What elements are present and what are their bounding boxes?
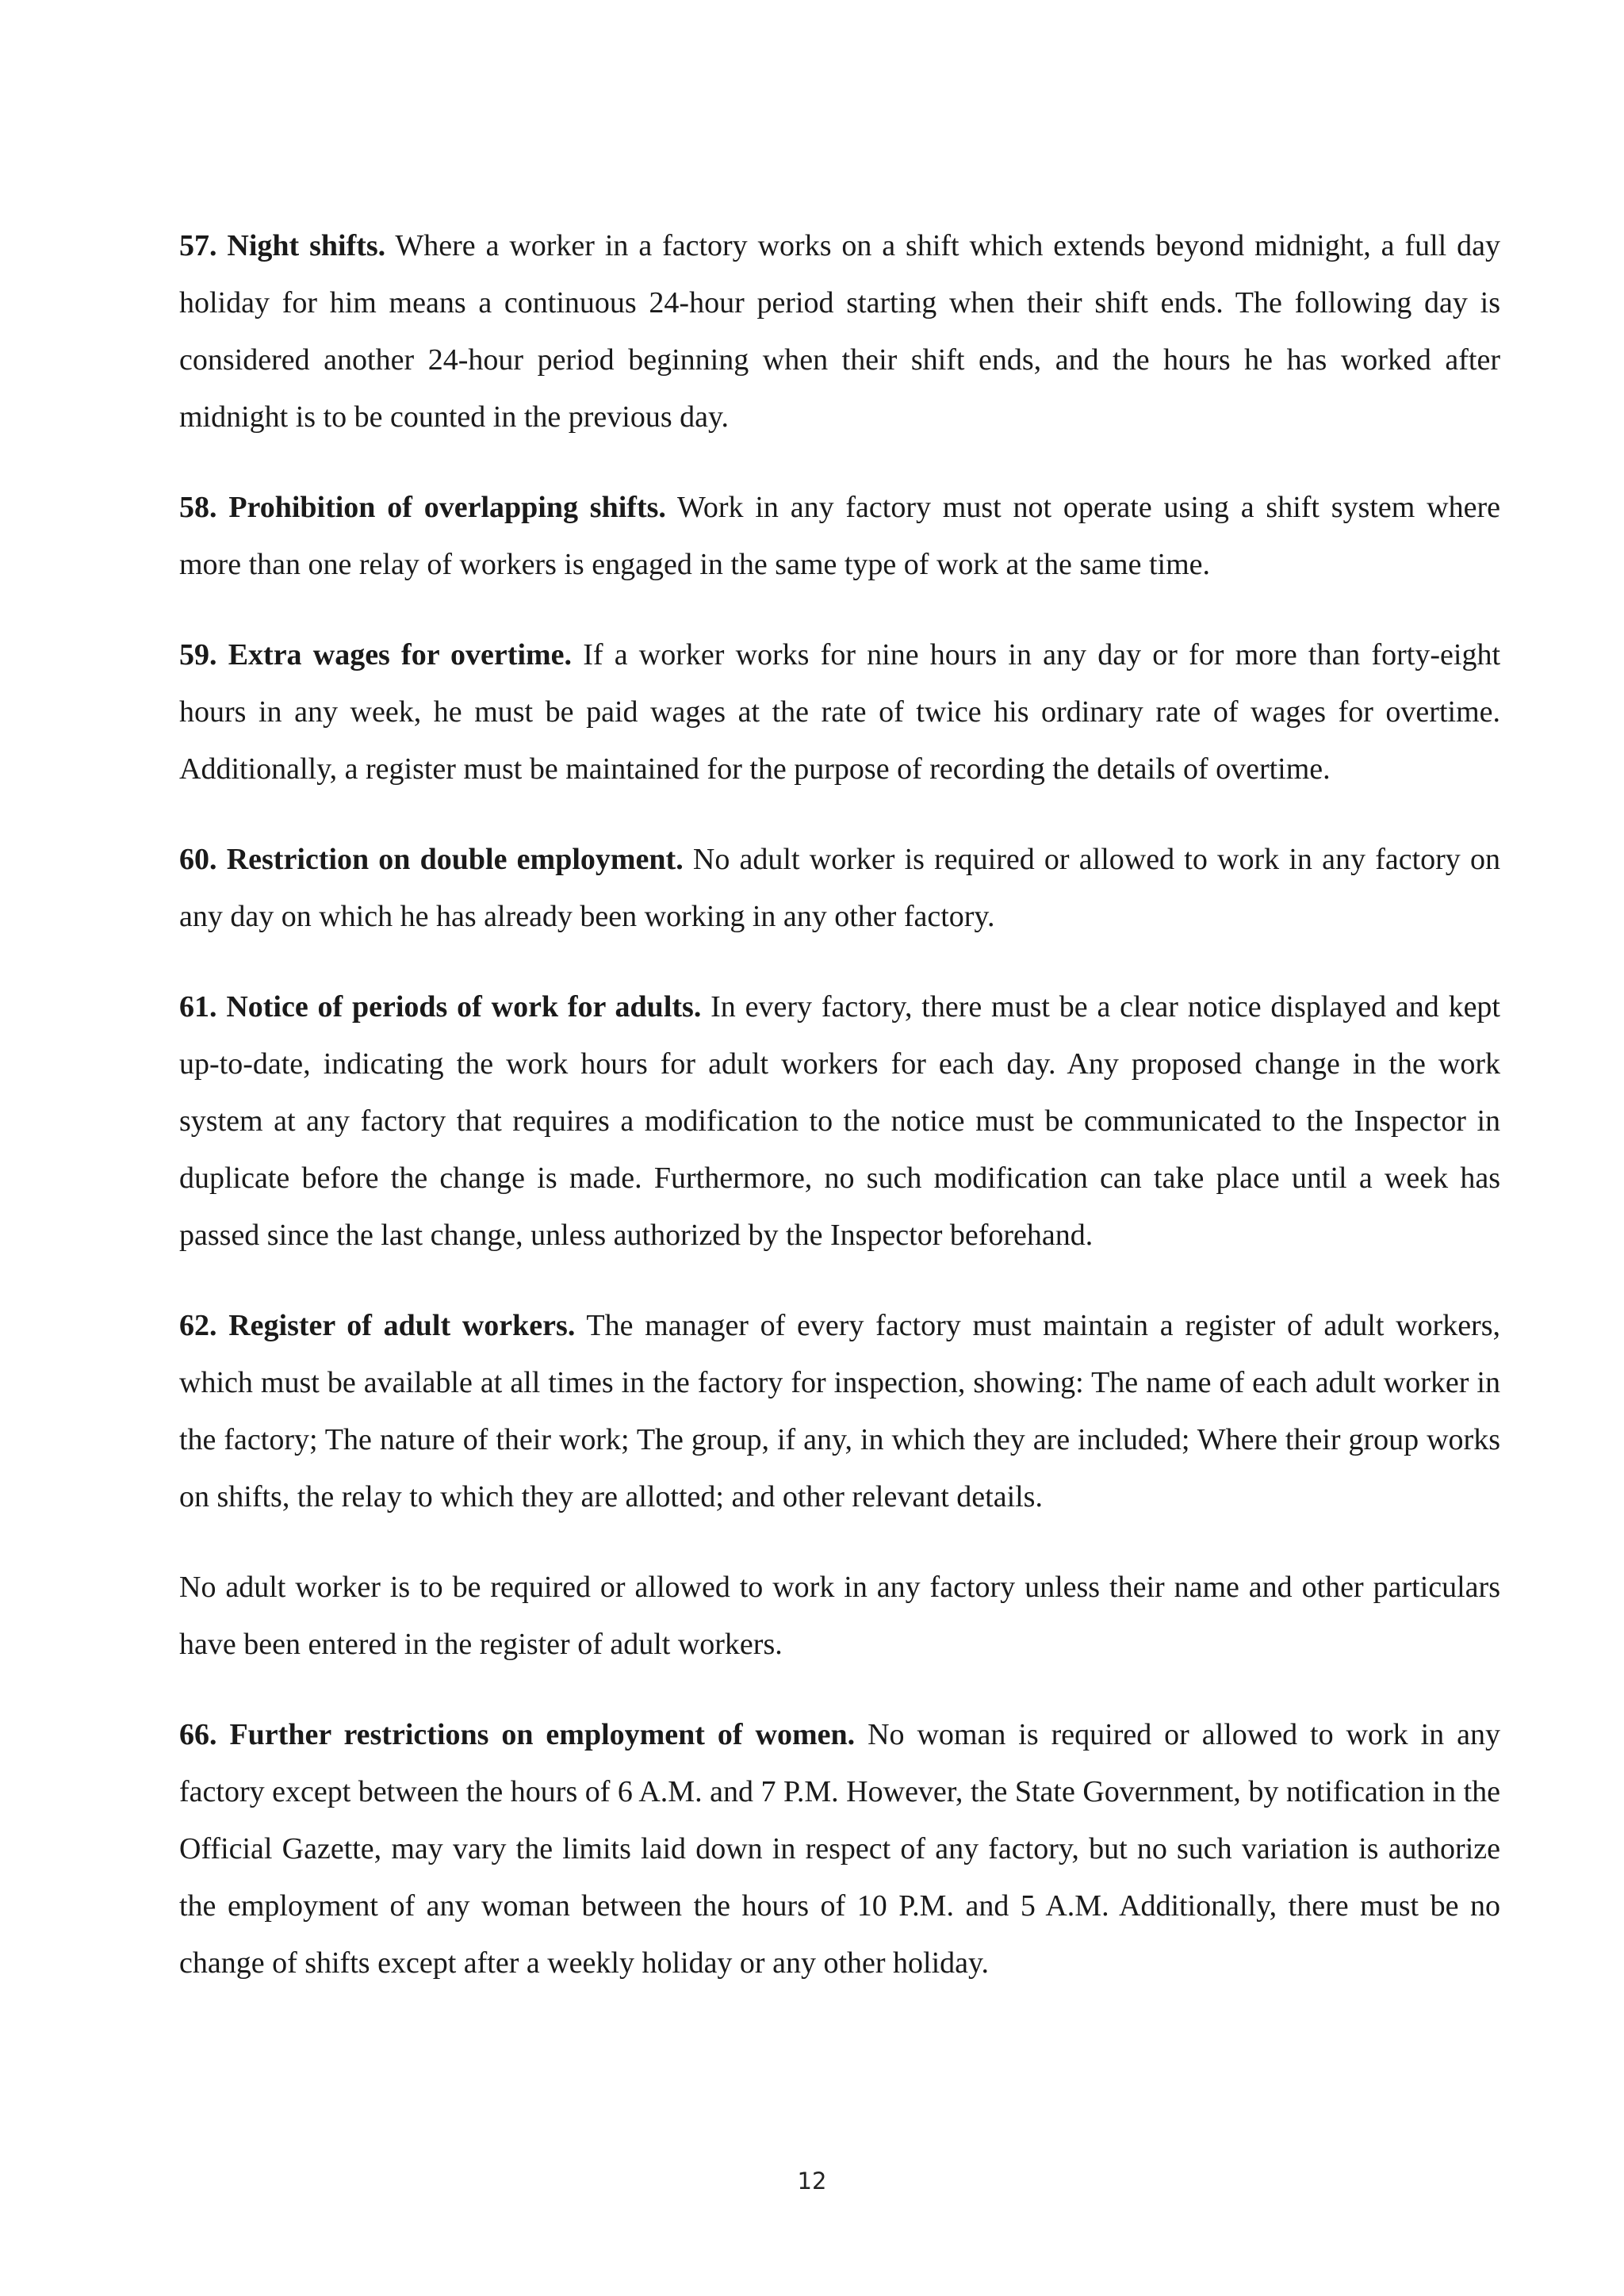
- section-heading: 66. Further restrictions on employment of women.: [179, 1718, 856, 1751]
- section-body: If a worker works for nine hours in any day or for more than forty-eight hours in any week, he must be paid wages at the rate of twice his ordinary rate of wages for overtime. Additionally, a register must be maintained for the purpose of recording the details of overtime.: [179, 638, 1501, 786]
- section-heading: 61. Notice of periods of work for adults.: [179, 990, 702, 1024]
- section-62: [179, 1297, 1500, 1525]
- section-58: [179, 479, 1500, 593]
- section-body: No woman is required or allowed to work in any factory except between the hours of 6 A.M. and 7 P.M. However, the State Government, by notification in the Official Gazette, may vary the limits laid down in respect of any factory, but no such variation is authorize the employment of any woman between the hours of 10 P.M. and 5 A.M. Additionally, there must be no change of shifts except after a weekly holiday or any other holiday.: [179, 1718, 1500, 1980]
- section-body: Where a worker in a factory works on a shift which extends beyond midnight, a full day holiday for him means a continuous 24-hour period starting when their shift ends. The following day is considered another 24-hour period beginning when their shift ends, and the hours he has worked after midnight is to be counted in the previous day.: [179, 229, 1500, 434]
- section-heading: 57. Night shifts.: [179, 229, 386, 262]
- section-body: In every factory, there must be a clear notice displayed and kept up-to-date, indicating the work hours for adult workers for each day. Any proposed change in the work system at any factory that requires a modification to the notice must be communicated to the Inspector in duplicate before the change is made. Furthermore, no such modification can take place until a week has passed since the last change, unless authorized by the Inspector beforehand.: [179, 990, 1500, 1252]
- section-66: [179, 1706, 1500, 1992]
- section-59: [179, 626, 1500, 798]
- section-heading: 58. Prohibition of overlapping shifts.: [179, 491, 666, 524]
- section-body: Work in any factory must not operate using a shift system where more than one relay of workers is engaged in the same type of work at the same time.: [179, 491, 1500, 581]
- document-page: [179, 217, 1500, 2025]
- section-body: No adult worker is to be required or allowed to work in any factory unless their name and other particulars have been entered in the register of adult workers.: [179, 1571, 1500, 1661]
- page-number: 12: [797, 2168, 827, 2195]
- section-62-continued: [179, 1559, 1500, 1673]
- section-60: [179, 831, 1500, 945]
- section-heading: 62. Register of adult workers.: [179, 1309, 576, 1342]
- section-heading: 59. Extra wages for overtime.: [179, 638, 573, 672]
- section-body: No adult worker is required or allowed to work in any factory on any day on which he has already been working in any other factory.: [179, 843, 1500, 933]
- section-61: [179, 978, 1500, 1264]
- section-body: The manager of every factory must maintain a register of adult workers, which must be available at all times in the factory for inspection, showing: The name of each adult worker in the factory; The nature of their work; The group, if any, in which they are included; Where their group works on shifts, the relay to which they are allotted; and other relevant details.: [179, 1309, 1501, 1513]
- section-heading: 60. Restriction on double employment.: [179, 843, 684, 876]
- section-57: [179, 217, 1500, 446]
